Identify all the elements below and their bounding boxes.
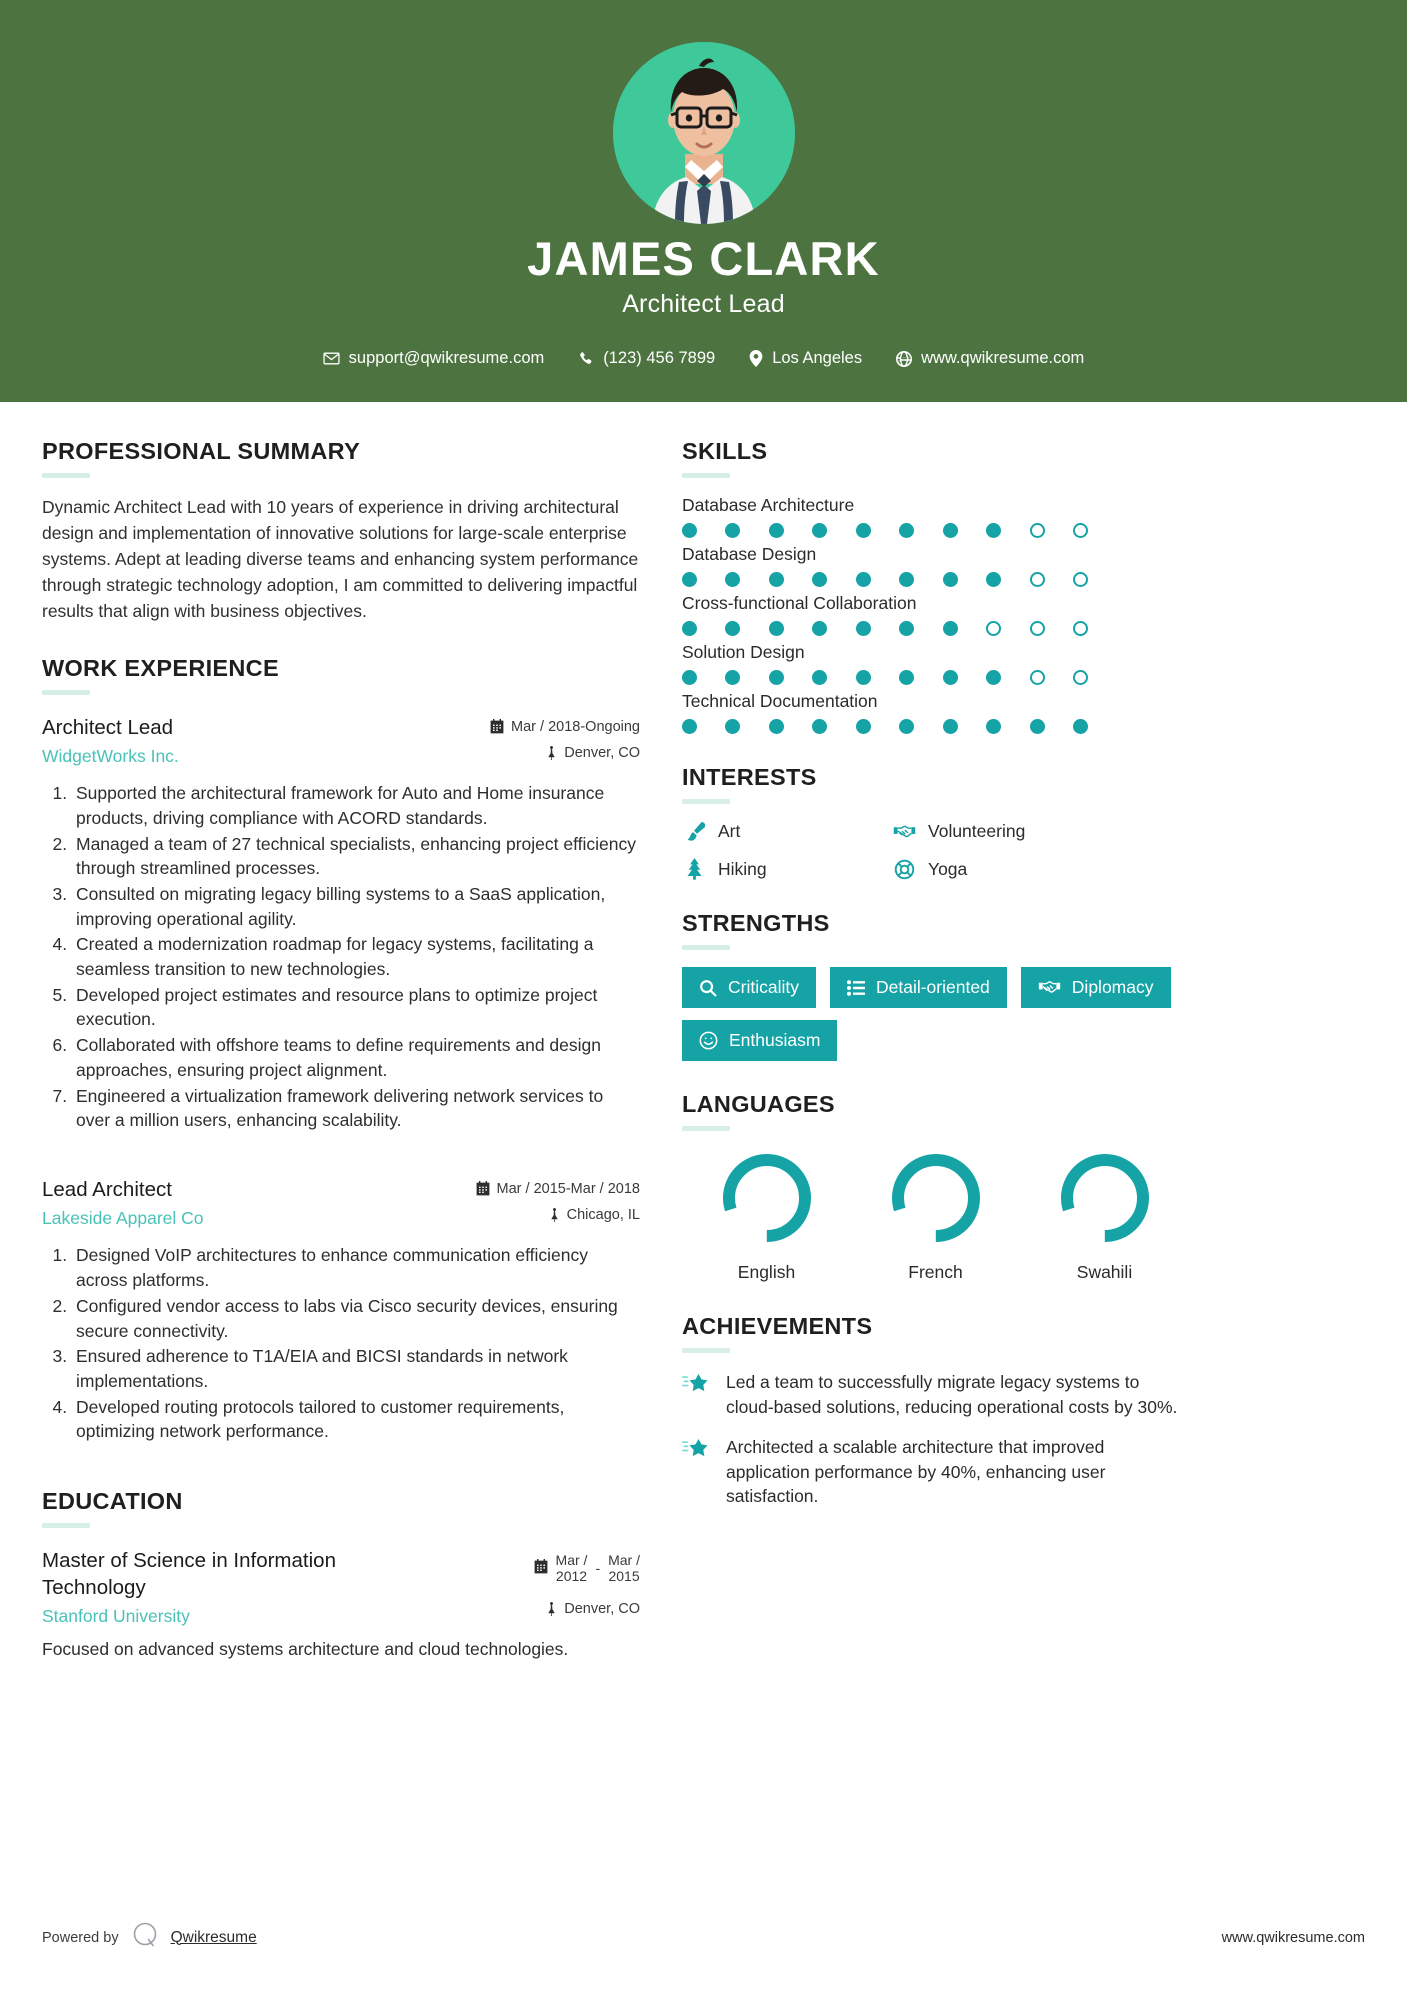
smiley-icon (699, 1031, 718, 1050)
work-role: Lead Architect (42, 1177, 172, 1201)
interest-label: Art (718, 821, 741, 842)
skill-dot-filled (682, 523, 697, 538)
work-dates (476, 1181, 640, 1197)
skill-dot-filled (769, 621, 784, 636)
skill-dot-filled (899, 572, 914, 587)
work-entry (42, 715, 640, 1133)
list-item: 1. Designed VoIP architectures to enhance communication efficiency across platforms. (72, 1243, 640, 1292)
list-item: 2. Configured vendor access to labs via Cisco security devices, ensuring secure connectivity. (72, 1294, 640, 1343)
section-heading-education: EDUCATION (42, 1487, 183, 1514)
list-item: 7. Engineered a virtualization framework delivering network services to over a million users, enhancing scalability. (72, 1084, 640, 1133)
skill-item (682, 544, 1190, 587)
achievement-item (682, 1370, 1190, 1419)
list-item: 4. Developed routing protocols tailored to customer requirements, optimizing network performance. (72, 1395, 640, 1444)
achievement-text: Architected a scalable architecture that improved application performance by 40%, enhancing user satisfaction. (726, 1437, 1106, 1507)
contact-website-text: www.qwikresume.com (921, 349, 1085, 368)
skill-dot-filled (725, 719, 740, 734)
skill-dot-filled (769, 523, 784, 538)
skill-dot-empty (1073, 670, 1088, 685)
education-entry (42, 1548, 640, 1662)
skill-dot-filled (856, 523, 871, 538)
education-location-text: Denver, CO (564, 1600, 640, 1617)
skill-dot-filled (943, 670, 958, 685)
skill-dot-filled (856, 572, 871, 587)
skill-dot-filled (812, 719, 827, 734)
skill-dot-filled (682, 670, 697, 685)
contact-email[interactable] (306, 349, 562, 368)
education-description: Focused on advanced systems architecture and cloud technologies. (42, 1639, 569, 1660)
contact-website[interactable] (879, 349, 1101, 368)
list-item: 4. Created a modernization roadmap for legacy systems, facilitating a seamless transition to new technologies. (72, 932, 640, 981)
work-role: Architect Lead (42, 715, 174, 739)
handshake-icon (1038, 978, 1061, 997)
skill-dot-filled (856, 719, 871, 734)
work-dates-text: Mar / 2015-Mar / 2018 (496, 1180, 640, 1197)
skill-dot-filled (769, 670, 784, 685)
skill-rating (682, 572, 1088, 587)
section-heading-languages: LANGUAGES (682, 1091, 835, 1118)
work-organization: Lakeside Apparel Co (42, 1208, 204, 1229)
skill-dot-filled (986, 719, 1001, 734)
work-location (490, 745, 640, 761)
section-rule (42, 690, 90, 695)
avatar (613, 42, 795, 224)
skill-dot-filled (682, 621, 697, 636)
section-rule (42, 1523, 90, 1528)
qwikresume-link[interactable]: Qwikresume (170, 1928, 257, 1946)
magnifier-icon (699, 979, 717, 997)
interest-yoga (892, 858, 1190, 880)
education-end-year: 2015 (608, 1568, 640, 1585)
skill-dot-empty (1030, 621, 1045, 636)
language-label: French (908, 1262, 963, 1283)
section-education (42, 1488, 640, 1662)
resume-body (0, 402, 1407, 1921)
skill-dot-empty (1073, 621, 1088, 636)
contact-email-text: support@qwikresume.com (348, 349, 545, 368)
skill-dot-filled (1073, 719, 1088, 734)
strength-label: Criticality (728, 977, 799, 998)
globe-icon (896, 351, 912, 367)
language-progress-ring (1055, 1148, 1155, 1248)
education-start-month: Mar / (555, 1551, 588, 1568)
achievement-item (682, 1435, 1190, 1509)
skill-dot-filled (986, 572, 1001, 587)
section-strengths (682, 910, 1190, 1061)
skill-item (682, 593, 1190, 636)
strengths-list (682, 967, 1190, 1061)
work-location-text: Chicago, IL (566, 1206, 640, 1223)
work-dates (490, 719, 640, 735)
education-location (534, 1601, 640, 1617)
skill-dot-filled (769, 719, 784, 734)
qwikresume-logo-icon (131, 1921, 159, 1954)
strength-detail-oriented (830, 967, 1007, 1008)
strength-label: Diplomacy (1071, 977, 1154, 998)
achievement-text: Led a team to successfully migrate legacy systems to cloud-based solutions, reducing operational costs by 30%. (726, 1372, 1178, 1417)
interest-art (682, 821, 892, 842)
interest-label: Yoga (928, 858, 968, 879)
powered-by-label: Powered by (42, 1929, 119, 1946)
section-heading-summary: PROFESSIONAL SUMMARY (42, 438, 361, 465)
location-pin-icon (749, 350, 763, 367)
skill-dot-filled (725, 572, 740, 587)
skill-dot-filled (725, 523, 740, 538)
skill-dot-filled (899, 621, 914, 636)
skill-dot-filled (812, 670, 827, 685)
skill-dot-filled (943, 523, 958, 538)
skill-dot-filled (899, 523, 914, 538)
work-entry (42, 1177, 640, 1444)
section-heading-work: WORK EXPERIENCE (42, 654, 279, 681)
skill-dot-empty (1030, 670, 1045, 685)
skill-dot-filled (725, 621, 740, 636)
work-bullet-list (42, 1243, 640, 1443)
skill-dot-empty (1073, 572, 1088, 587)
section-achievements (682, 1313, 1190, 1509)
section-heading-skills: SKILLS (682, 438, 768, 465)
skill-dot-filled (1030, 719, 1045, 734)
skill-dot-filled (943, 621, 958, 636)
skill-dot-filled (943, 719, 958, 734)
skill-dot-empty (1030, 572, 1045, 587)
pine-tree-icon (682, 858, 706, 880)
language-label: English (737, 1262, 796, 1283)
skill-item (682, 642, 1190, 685)
skills-list (682, 495, 1190, 734)
language-progress-ring (886, 1148, 986, 1248)
interest-hiking (682, 858, 892, 880)
resume-header (0, 0, 1407, 402)
section-rule (682, 945, 730, 950)
section-heading-achievements: ACHIEVEMENTS (682, 1313, 873, 1340)
contact-phone[interactable] (561, 349, 732, 368)
strength-label: Detail-oriented (875, 977, 990, 998)
list-item: 2. Managed a team of 27 technical specialists, enhancing project efficiency through streamlined processes. (72, 832, 640, 881)
interest-label: Hiking (718, 858, 767, 879)
education-school: Stanford University (42, 1606, 190, 1627)
map-pin-icon (546, 746, 557, 760)
map-pin-icon (549, 1208, 560, 1222)
list-item: 3. Ensured adherence to T1A/EIA and BICSI standards in network implementations. (72, 1344, 640, 1393)
section-rule (682, 799, 730, 804)
contact-location-text: Los Angeles (772, 349, 863, 368)
resume-footer (0, 1921, 1407, 1990)
contact-row (0, 349, 1407, 368)
skill-dot-filled (986, 523, 1001, 538)
section-rule (682, 473, 730, 478)
skill-rating (682, 621, 1088, 636)
right-column (682, 438, 1190, 1921)
footer-brand-group (42, 1921, 257, 1954)
skill-dot-empty (986, 621, 1001, 636)
footer-website[interactable]: www.qwikresume.com (1221, 1929, 1365, 1946)
work-bullet-list (42, 781, 640, 1132)
contact-location (732, 349, 879, 368)
education-end-month: Mar / (608, 1551, 640, 1568)
languages-list (682, 1148, 1190, 1283)
skill-dot-filled (943, 572, 958, 587)
skill-label: Solution Design (682, 642, 805, 663)
interest-volunteering (892, 821, 1190, 842)
skill-dot-filled (899, 719, 914, 734)
section-rule (682, 1348, 730, 1353)
skill-dot-filled (899, 670, 914, 685)
list-icon (847, 980, 865, 996)
skill-dot-filled (812, 572, 827, 587)
skill-item (682, 691, 1190, 734)
section-heading-strengths: STRENGTHS (682, 910, 830, 937)
language-item (851, 1148, 1020, 1283)
language-progress-ring (717, 1148, 817, 1248)
skill-dot-filled (986, 670, 1001, 685)
strength-criticality (682, 967, 816, 1008)
section-skills (682, 438, 1190, 734)
interests-grid (682, 821, 1190, 880)
section-heading-interests: INTERESTS (682, 764, 817, 791)
map-pin-icon (546, 1602, 557, 1616)
section-rule (42, 473, 90, 478)
section-work-experience (42, 655, 640, 1444)
skill-dot-filled (769, 572, 784, 587)
handshake-icon (892, 822, 916, 842)
skill-dot-filled (856, 621, 871, 636)
calendar-icon (534, 1559, 548, 1578)
shooting-star-icon (682, 1370, 712, 1419)
language-item (1020, 1148, 1189, 1283)
skill-dot-filled (812, 621, 827, 636)
calendar-icon (476, 1181, 490, 1196)
list-item: 3. Consulted on migrating legacy billing systems to a SaaS application, improving operational agility. (72, 882, 640, 931)
lifebuoy-icon (892, 859, 916, 880)
shooting-star-icon (682, 1435, 712, 1509)
interest-label: Volunteering (928, 821, 1026, 842)
skill-rating (682, 523, 1088, 538)
work-organization: WidgetWorks Inc. (42, 746, 179, 767)
skill-label: Database Design (682, 544, 817, 565)
job-title: Architect Lead (622, 290, 785, 319)
work-dates-text: Mar / 2018-Ongoing (511, 718, 640, 735)
skill-dot-empty (1073, 523, 1088, 538)
list-item: 5. Developed project estimates and resource plans to optimize project execution. (72, 983, 640, 1032)
list-item: 1. Supported the architectural framework for Auto and Home insurance products, driving compliance with ACORD standards. (72, 781, 640, 830)
work-location-text: Denver, CO (564, 744, 640, 761)
skill-dot-filled (682, 719, 697, 734)
list-item: 6. Collaborated with offshore teams to define requirements and design approaches, ensuring project alignment. (72, 1033, 640, 1082)
date-separator: - (595, 1560, 601, 1577)
left-column (42, 438, 640, 1921)
language-item (682, 1148, 851, 1283)
skill-dot-filled (682, 572, 697, 587)
strength-label: Enthusiasm (729, 1030, 821, 1051)
summary-text: Dynamic Architect Lead with 10 years of experience in driving architectural design and implementation of innovative solutions for large-scale enterprise systems. Adept at leading diverse teams and enhancing system performance through strategic technology adoption, I am committed to delivering impactful results that align with business objectives. (42, 497, 639, 621)
education-start-year: 2012 (555, 1568, 588, 1585)
strength-enthusiasm (682, 1020, 837, 1061)
skill-dot-filled (812, 523, 827, 538)
section-interests (682, 764, 1190, 880)
skill-dot-empty (1030, 523, 1045, 538)
calendar-icon (490, 719, 504, 734)
paintbrush-icon (682, 821, 706, 842)
contact-phone-text: (123) 456 7899 (603, 349, 716, 368)
skill-item (682, 495, 1190, 538)
section-professional-summary (42, 438, 640, 624)
section-rule (682, 1126, 730, 1131)
page-title: JAMES CLARK (527, 232, 880, 285)
strength-diplomacy (1021, 967, 1171, 1008)
skill-dot-filled (856, 670, 871, 685)
language-label: Swahili (1076, 1262, 1133, 1283)
skill-label: Cross-functional Collaboration (682, 593, 917, 614)
skill-rating (682, 670, 1088, 685)
section-languages (682, 1091, 1190, 1283)
phone-icon (578, 351, 594, 367)
skill-dot-filled (725, 670, 740, 685)
education-degree: Master of Science in Information Technology (42, 1548, 336, 1599)
education-dates (534, 1552, 640, 1585)
skill-label: Technical Documentation (682, 691, 878, 712)
envelope-icon (323, 350, 340, 367)
work-location (476, 1207, 640, 1223)
skill-label: Database Architecture (682, 495, 855, 516)
skill-rating (682, 719, 1088, 734)
